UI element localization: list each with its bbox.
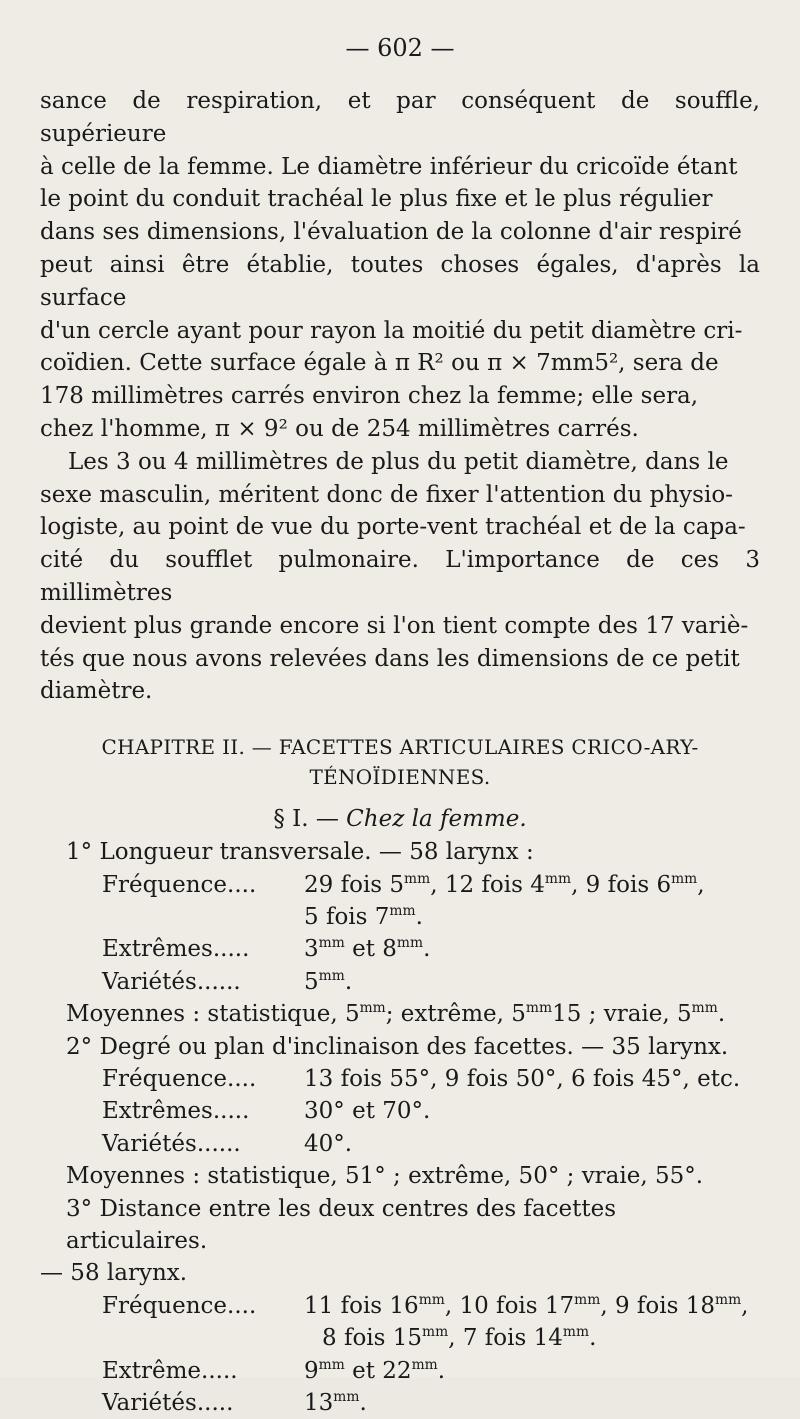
frequency-label: Fréquence....: [102, 871, 257, 898]
chapter-heading: [40, 732, 760, 792]
frequency-row: [102, 1063, 760, 1095]
section-number: § I. —: [273, 806, 347, 833]
varieties-label: Variétés......: [102, 1130, 241, 1157]
section-heading: [40, 802, 760, 836]
text-line: 178 millimètres carrés environ chez la femme; elle sera,: [40, 383, 699, 410]
measurement-block-3: [40, 1193, 760, 1419]
section-title: Chez la femme.: [346, 806, 527, 833]
text-line: d'un cercle ayant pour rayon la moitié du petit diamètre cri-: [40, 317, 743, 344]
text-line: tés que nous avons relevées dans les dimensions de ce petit: [40, 645, 740, 672]
measurement-heading: 3° Distance entre les deux centres des facettes articulaires.: [66, 1195, 617, 1255]
varieties-value: $13^{mm}$.: [304, 1389, 367, 1417]
text-line: peut ainsi être établie, toutes choses égales, d'après la surface: [40, 251, 760, 311]
paragraph-2: [40, 446, 760, 708]
frequency-label: Fréquence....: [102, 1065, 257, 1092]
varieties-value: $5^{mm}$.: [304, 967, 353, 995]
measurement-heading: 1° Longueur transversale. — 58 larynx :: [66, 839, 534, 866]
frequency-value: 13 fois 55°, 9 fois 50°, 6 fois 45°, etc.: [304, 1065, 741, 1092]
frequency-row: [102, 1290, 760, 1322]
extremes-row: [102, 933, 760, 965]
extremes-value: $9^{mm}$ et $22^{mm}$.: [304, 1356, 446, 1384]
text-line: devient plus grande encore si l'on tient compte des 17 variè-: [40, 612, 749, 639]
text-line: cité du soufflet pulmonaire. L'importance de ces 3 millimètres: [40, 547, 760, 606]
text-line: Les 3 ou 4 millimètres de plus du petit diamètre, dans le: [68, 448, 729, 475]
varieties-label: Variétés......: [102, 968, 241, 995]
varieties-row: [102, 966, 760, 998]
page-body: [40, 85, 760, 1419]
extremes-label: Extrêmes.....: [102, 1098, 250, 1125]
text-line: diamètre.: [40, 678, 153, 705]
extremes-label: Extrême.....: [102, 1357, 238, 1384]
text-line: dans ses dimensions, l'évaluation de la colonne d'air respiré: [40, 219, 742, 246]
frequency-continuation: 5 fois $7^{mm}$.: [304, 902, 423, 930]
averages-row: Moyennes : statistique, 51° ; extrême, 50° ; vraie, 55°.: [66, 1163, 704, 1190]
frequency-value: 29 fois $5^{mm}$, 12 fois $4^{mm}$, 9 fois $6^{mm}$,: [304, 870, 705, 898]
varieties-row: [102, 1387, 760, 1419]
text-line: sexe masculin, méritent donc de fixer l'attention du physio-: [40, 481, 733, 508]
measurement-block-1: [40, 836, 760, 1030]
frequency-continuation: 8 fois $15^{mm}$, 7 fois $14^{mm}$.: [322, 1324, 597, 1352]
text-line: chez l'homme, π × 9² ou de 254 millimètres carrés.: [40, 415, 639, 442]
measurement-block-2: [40, 1031, 760, 1193]
measurement-heading-continuation: — 58 larynx.: [40, 1260, 188, 1287]
chapter-heading-line: CHAPITRE II. — FACETTES ARTICULAIRES CRICO-ARY-: [101, 735, 699, 760]
extremes-row: [102, 1095, 760, 1127]
varieties-value: 40°.: [304, 1130, 353, 1157]
text-line: sance de respiration, et par conséquent de souffle, supérieure: [40, 88, 760, 147]
text-line: à celle de la femme. Le diamètre inférieur du cricoïde étant: [40, 153, 738, 180]
extremes-label: Extrêmes.....: [102, 936, 250, 963]
chapter-heading-line: TÉNOÏDIENNES.: [309, 765, 491, 790]
varieties-row: [102, 1128, 760, 1160]
page-number: — 602 —: [345, 34, 455, 62]
frequency-value: 11 fois $16^{mm}$, 10 fois $17^{mm}$, 9 fois $18^{mm}$,: [304, 1291, 749, 1319]
measurement-heading: 2° Degré ou plan d'inclinaison des facettes. — 35 larynx.: [66, 1033, 729, 1060]
text-line: logiste, au point de vue du porte-vent trachéal et de la capa-: [40, 514, 746, 541]
paragraph-1: [40, 85, 760, 446]
text-line: le point du conduit trachéal le plus fixe et le plus régulier: [40, 186, 713, 213]
frequency-row: [102, 869, 760, 901]
extremes-value: 30° et 70°.: [304, 1098, 431, 1125]
frequency-label: Fréquence....: [102, 1292, 257, 1319]
text-line: coïdien. Cette surface égale à π R² ou π × 7mm5², sera de: [40, 350, 719, 377]
extremes-row: [102, 1355, 760, 1387]
varieties-label: Variétés.....: [102, 1390, 234, 1417]
averages-row: Moyennes : statistique, $5^{mm}$; extrême, $5^{mm}15$ ; vraie, $5^{mm}$.: [66, 1000, 726, 1028]
extremes-value: $3^{mm}$ et $8^{mm}$.: [304, 935, 431, 963]
